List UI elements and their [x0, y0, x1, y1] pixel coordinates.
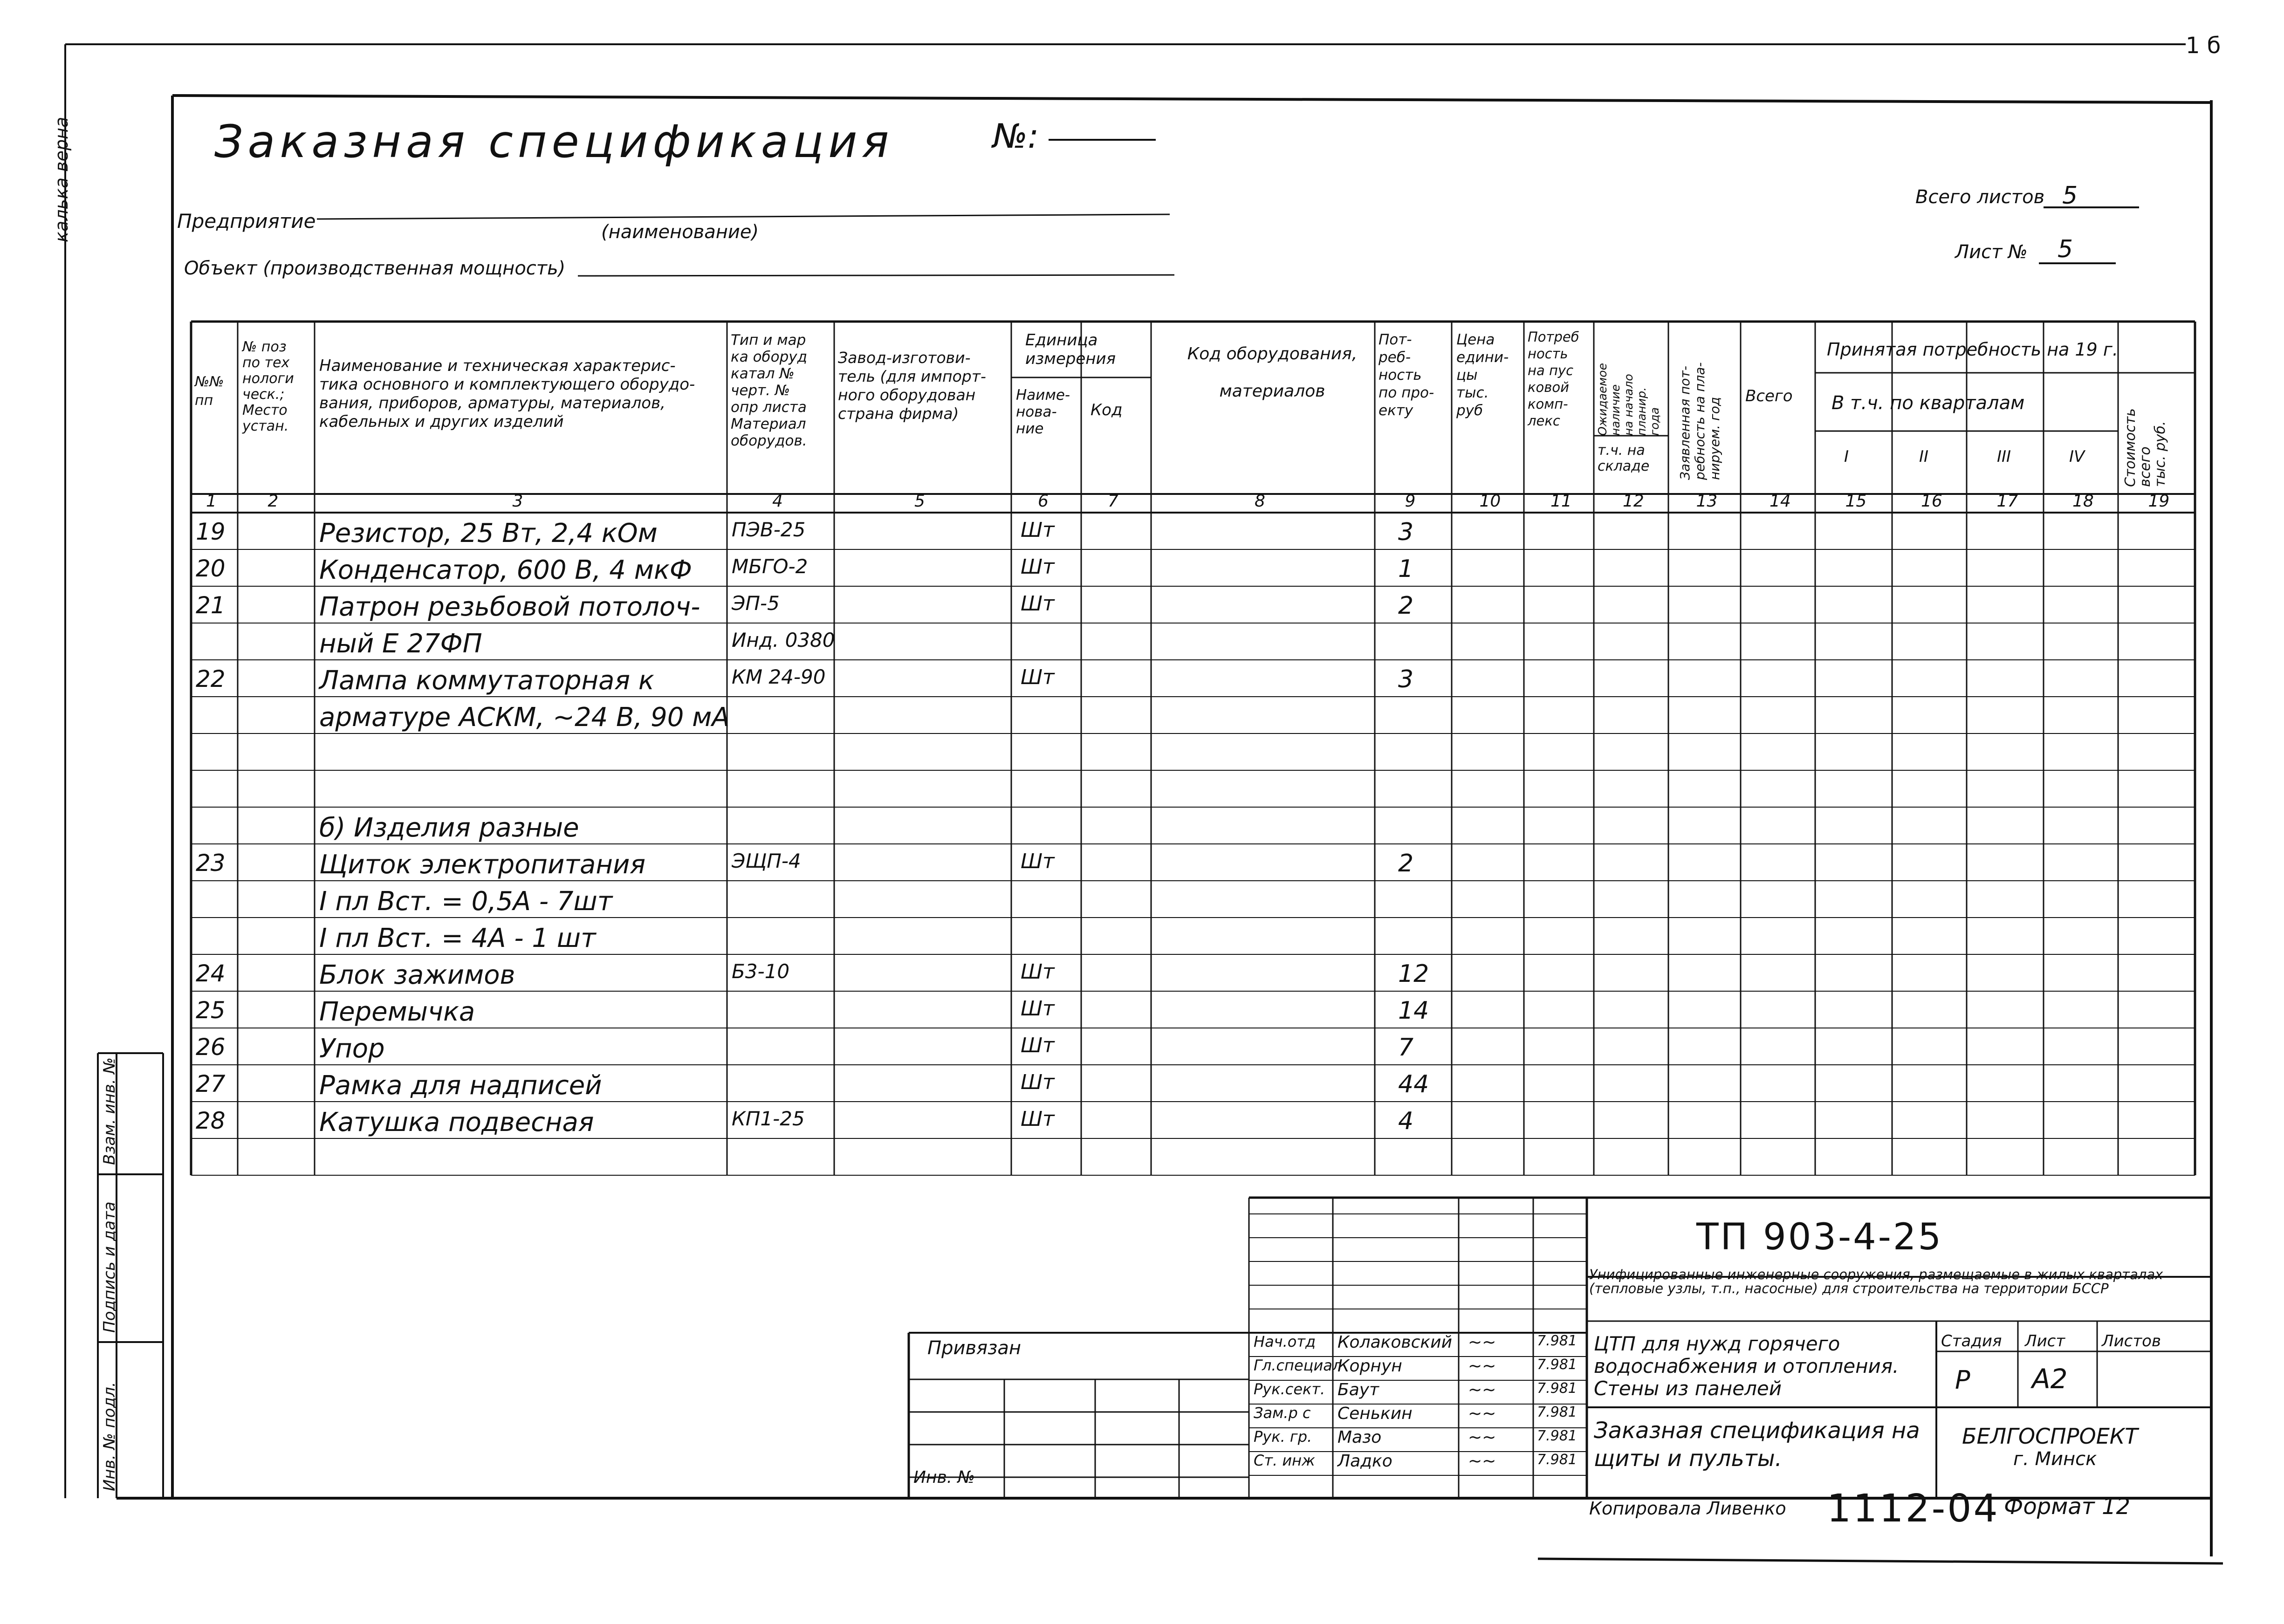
number-label: №:	[993, 116, 1039, 156]
item-quantity: 14	[1398, 997, 1429, 1025]
side-label: Инв. № подл.	[100, 1382, 119, 1491]
document-title: Заказная спецификация на щиты и пульты.	[1594, 1418, 1920, 1472]
column-number: 3	[512, 492, 523, 511]
corner-note: калька верна	[51, 116, 72, 242]
header-q2: II	[1919, 447, 1929, 466]
header-launch-demand: Потреб ность на пус ковой комп- лекс	[1528, 329, 1579, 429]
stamp-date: 7.981	[1537, 1357, 1577, 1373]
item-name: б) Изделия разные	[319, 813, 579, 843]
item-unit: Шт	[1021, 518, 1055, 542]
format-label: Формат 12	[2004, 1494, 2131, 1520]
stamp-code: ТП 903-4-25	[1696, 1216, 1943, 1258]
stamp-role: Рук. гр.	[1254, 1428, 1312, 1446]
stamp-date: 7.981	[1537, 1333, 1577, 1349]
item-quantity: 1	[1398, 555, 1414, 583]
row-number: 24	[196, 960, 226, 987]
stage-label: Стадия	[1941, 1332, 2002, 1350]
header-quarters: В т.ч. по кварталам	[1831, 392, 2025, 414]
row-number: 28	[196, 1107, 226, 1134]
item-name: Перемычка	[319, 997, 475, 1027]
header-cost: Стоимость всего тыс. руб.	[2122, 408, 2168, 487]
column-number: 14	[1770, 492, 1791, 511]
copied-by: Копировала Ливенко	[1589, 1498, 1786, 1519]
header-expected: Ожидаемое наличие на начало планир. года	[1596, 363, 1661, 436]
footer-line	[1538, 1559, 2223, 1563]
item-quantity: 3	[1398, 665, 1414, 693]
row-number: 22	[196, 665, 226, 692]
item-type: КП1-25	[732, 1107, 805, 1130]
item-quantity: 44	[1398, 1070, 1429, 1098]
item-unit: Шт	[1021, 1034, 1055, 1057]
object-underline	[578, 275, 1174, 276]
total-sheets-value: 5	[2062, 182, 2078, 210]
inventory-label: Инв. №	[913, 1468, 975, 1487]
stamp-name: Ладко	[1337, 1452, 1392, 1471]
item-name: Блок зажимов	[319, 960, 515, 990]
item-name: Катушка подвесная	[319, 1107, 594, 1137]
column-number: 4	[772, 492, 783, 511]
stamp-role: Гл.специал	[1254, 1357, 1342, 1374]
header-q3: III	[1997, 447, 2011, 466]
column-number: 8	[1255, 492, 1265, 511]
column-number: 7	[1108, 492, 1118, 511]
item-unit: Шт	[1021, 1070, 1055, 1094]
column-number: 5	[914, 492, 925, 511]
item-name: Конденсатор, 600 В, 4 мкФ	[319, 555, 692, 585]
side-label: Подпись и дата	[100, 1201, 119, 1333]
stage-value: Р	[1955, 1365, 1970, 1395]
item-unit: Шт	[1021, 850, 1055, 873]
column-number: 1	[206, 492, 217, 511]
item-unit: Шт	[1021, 1107, 1055, 1131]
row-number: 23	[196, 850, 226, 877]
item-name: I пл Вст. = 4А - 1 шт	[319, 923, 596, 953]
bound-label: Привязан	[927, 1337, 1022, 1359]
item-type: ПЭВ-25	[732, 518, 806, 541]
column-number: 11	[1550, 492, 1572, 511]
stamp-date: 7.981	[1537, 1404, 1577, 1420]
page-number-fragment: 1 б	[2186, 33, 2221, 59]
stamp-name: Мазо	[1337, 1428, 1382, 1447]
stamp-signature: ~~	[1468, 1428, 1496, 1447]
header-total: Всего	[1745, 387, 1793, 405]
item-type: Инд. 0380	[732, 629, 835, 651]
item-name: арматуре АСКМ, ~24 В, 90 мА	[319, 702, 730, 733]
column-number: 2	[267, 492, 279, 511]
stamp-signature: ~~	[1468, 1380, 1496, 1399]
header-demand: Пот- реб- ность по про- екту	[1379, 331, 1434, 419]
object-label: Объект (производственная мощность)	[184, 258, 566, 279]
item-quantity: 12	[1398, 960, 1429, 988]
item-unit: Шт	[1021, 592, 1055, 616]
project-title: ЦТП для нужд горячего водоснабжения и отопления. Стены из панелей	[1594, 1332, 1899, 1400]
stamp-role: Ст. инж	[1254, 1452, 1315, 1469]
enterprise-label: Предприятие	[177, 210, 316, 233]
item-name: Рамка для надписей	[319, 1070, 602, 1101]
item-type: ЭЩП-4	[732, 850, 801, 872]
item-type: ЭП-5	[732, 592, 780, 615]
stamp-role: Рук.сект.	[1254, 1380, 1325, 1398]
item-name: ный Е 27ФП	[319, 629, 482, 659]
stamp-sheets-label: Листов	[2102, 1332, 2161, 1350]
column-number: 19	[2148, 492, 2170, 511]
side-label: Взам. инв. №	[100, 1057, 119, 1165]
row-number: 19	[196, 518, 226, 545]
header-row-number: №№ пп	[195, 374, 224, 409]
header-manufacturer: Завод-изготови- тель (для импорт- ного оборудован страна фирма)	[838, 349, 986, 423]
header-unit-name: Наиме- нова- ние	[1016, 387, 1070, 437]
organization-city: г. Минск	[2013, 1448, 2097, 1470]
item-unit: Шт	[1021, 960, 1055, 984]
stamp-signature: ~~	[1468, 1333, 1496, 1352]
item-unit: Шт	[1021, 997, 1055, 1021]
stamp-signature: ~~	[1468, 1452, 1496, 1471]
header-equipment-code: Код оборудования, материалов	[1187, 344, 1358, 401]
header-in-stock: т.ч. на складе	[1598, 442, 1650, 474]
header-q4: IV	[2069, 447, 2085, 466]
item-unit: Шт	[1021, 665, 1055, 689]
stamp-name: Колаковский	[1337, 1333, 1452, 1352]
total-sheets-label: Всего листов	[1915, 186, 2045, 208]
column-number: 16	[1921, 492, 1942, 511]
item-quantity: 4	[1398, 1107, 1414, 1135]
stamp-sheet-value: А2	[2032, 1363, 2068, 1395]
stamp-role: Нач.отд	[1254, 1333, 1316, 1350]
column-number: 18	[2072, 492, 2094, 511]
stamp-signature: ~~	[1468, 1404, 1496, 1423]
stamp-name: Сенькин	[1337, 1404, 1413, 1423]
item-name: Лампа коммутаторная к	[319, 665, 654, 696]
row-number: 20	[196, 555, 226, 582]
item-quantity: 3	[1398, 518, 1414, 546]
stamp-date: 7.981	[1537, 1428, 1577, 1444]
item-type: КМ 24-90	[732, 665, 826, 688]
column-number: 12	[1623, 492, 1644, 511]
stamp-sheet-label: Лист	[2025, 1332, 2065, 1350]
order-number: 1112-04	[1827, 1487, 2000, 1531]
header-declared: Заявленная пот- ребность на пла- нируем. год	[1677, 362, 1722, 480]
sheet-value: 5	[2058, 235, 2073, 263]
stamp-date: 7.981	[1537, 1452, 1577, 1468]
page-title: Заказная спецификация	[214, 116, 894, 168]
item-quantity: 2	[1398, 850, 1414, 877]
stamp-description: Унифицированные инженерные сооружения, размещаемые в жилых кварталах (тепловые узлы, т.п., насосные) для строительства на территории БССР	[1589, 1267, 2163, 1296]
column-number: 15	[1845, 492, 1867, 511]
item-name: Упор	[319, 1034, 385, 1064]
header-price: Цена едини- цы тыс. руб	[1456, 331, 1509, 419]
organization-name: БЕЛГОСПРОЕКТ	[1962, 1424, 2138, 1449]
item-quantity: 7	[1398, 1034, 1414, 1062]
stamp-name: Баут	[1337, 1380, 1379, 1399]
frame-top	[172, 96, 2211, 103]
row-number: 21	[196, 592, 226, 619]
column-number: 13	[1696, 492, 1718, 511]
header-accepted: Принятая потребность на 19 г.	[1827, 339, 2118, 360]
stamp-date: 7.981	[1537, 1380, 1577, 1397]
header-q1: I	[1844, 447, 1849, 466]
header-position: № поз по тех нологи ческ.; Место устан.	[242, 339, 294, 434]
item-unit: Шт	[1021, 555, 1055, 579]
row-number: 27	[196, 1070, 226, 1097]
item-quantity: 2	[1398, 592, 1414, 620]
enterprise-underline	[317, 214, 1170, 219]
header-unit-group: Единица измерения	[1025, 331, 1116, 368]
row-number: 25	[196, 997, 226, 1024]
sheet-label: Лист №	[1955, 241, 2028, 263]
item-type: Б3-10	[732, 960, 790, 983]
column-number: 17	[1996, 492, 2018, 511]
column-number: 10	[1479, 492, 1501, 511]
stamp-name: Корнун	[1337, 1357, 1402, 1376]
header-name: Наименование и техническая характерис- тика основного и комплектующего оборудо- вания, приборов, арматуры, материалов, кабельных и других изделий	[319, 356, 695, 431]
stamp-signature: ~~	[1468, 1357, 1496, 1376]
item-name: Резистор, 25 Вт, 2,4 кОм	[319, 518, 658, 548]
stamp-role: Зам.р с	[1254, 1404, 1311, 1422]
item-name: Патрон резьбовой потолоч-	[319, 592, 700, 622]
item-type: МБГО-2	[732, 555, 808, 578]
header-unit-code: Код	[1091, 401, 1123, 419]
header-type: Тип и мар ка оборуд катал № черт. № опр листа Материал оборудов.	[731, 332, 808, 449]
item-name: I пл Вст. = 0,5А - 7шт	[319, 886, 613, 917]
enterprise-caption: (наименование)	[601, 221, 759, 243]
column-number: 6	[1038, 492, 1049, 511]
item-name: Щиток электропитания	[319, 850, 646, 880]
row-number: 26	[196, 1034, 226, 1061]
column-number: 9	[1405, 492, 1416, 511]
